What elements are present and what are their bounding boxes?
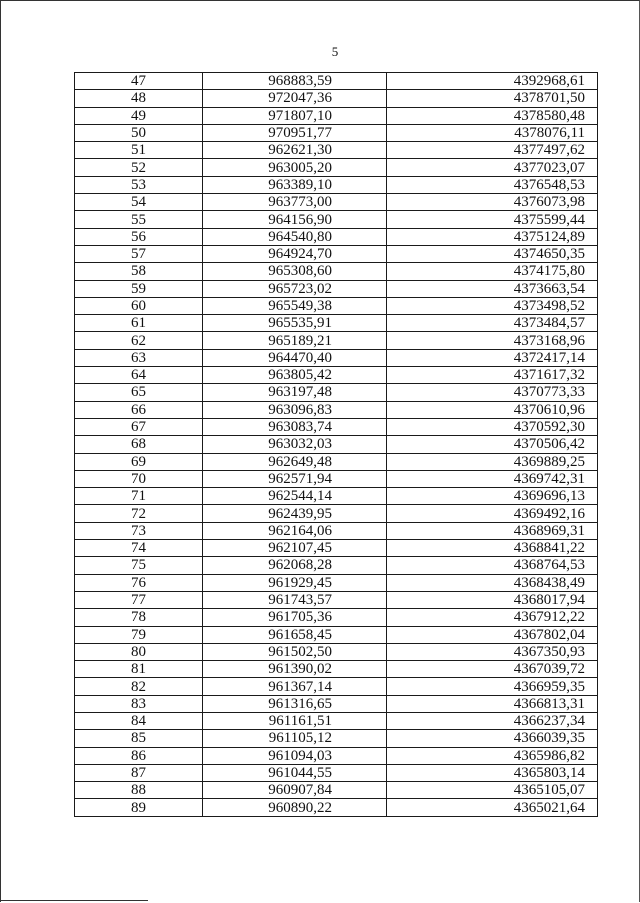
bottom-rule — [0, 900, 148, 901]
point-number-cell: 83 — [75, 695, 203, 712]
point-number-cell: 58 — [75, 263, 203, 280]
table-row — [75, 245, 598, 262]
x-coordinate-cell: 961094,03 — [203, 747, 387, 764]
y-coordinate-cell: 4369889,25 — [387, 453, 598, 470]
table-row — [75, 384, 598, 401]
x-coordinate-cell: 963389,10 — [203, 176, 387, 193]
y-coordinate-cell: 4369492,16 — [387, 505, 598, 522]
point-number-cell: 85 — [75, 730, 203, 747]
x-coordinate-cell: 962649,48 — [203, 453, 387, 470]
x-coordinate-cell: 963032,03 — [203, 436, 387, 453]
y-coordinate-cell: 4376548,53 — [387, 176, 598, 193]
x-coordinate-cell: 960907,84 — [203, 782, 387, 799]
point-number-cell: 69 — [75, 453, 203, 470]
x-coordinate-cell: 963005,20 — [203, 159, 387, 176]
table-row — [75, 695, 598, 712]
y-coordinate-cell: 4367802,04 — [387, 626, 598, 643]
x-coordinate-cell: 963805,42 — [203, 367, 387, 384]
x-coordinate-cell: 961390,02 — [203, 661, 387, 678]
table-row — [75, 228, 598, 245]
table-row — [75, 609, 598, 626]
point-number-cell: 71 — [75, 488, 203, 505]
x-coordinate-cell: 961705,36 — [203, 609, 387, 626]
point-number-cell: 86 — [75, 747, 203, 764]
x-coordinate-cell: 965308,60 — [203, 263, 387, 280]
point-number-cell: 87 — [75, 764, 203, 781]
y-coordinate-cell: 4374650,35 — [387, 245, 598, 262]
point-number-cell: 72 — [75, 505, 203, 522]
point-number-cell: 62 — [75, 332, 203, 349]
y-coordinate-cell: 4375599,44 — [387, 211, 598, 228]
table-row — [75, 315, 598, 332]
point-number-cell: 49 — [75, 107, 203, 124]
y-coordinate-cell: 4392968,61 — [387, 73, 598, 90]
point-number-cell: 74 — [75, 540, 203, 557]
point-number-cell: 67 — [75, 418, 203, 435]
table-row — [75, 799, 598, 816]
point-number-cell: 61 — [75, 315, 203, 332]
y-coordinate-cell: 4377023,07 — [387, 159, 598, 176]
x-coordinate-cell: 963083,74 — [203, 418, 387, 435]
table-row — [75, 107, 598, 124]
y-coordinate-cell: 4370592,30 — [387, 418, 598, 435]
table-row — [75, 505, 598, 522]
y-coordinate-cell: 4373663,54 — [387, 280, 598, 297]
y-coordinate-cell: 4368969,31 — [387, 522, 598, 539]
point-number-cell: 84 — [75, 712, 203, 729]
point-number-cell: 47 — [75, 73, 203, 90]
table-row — [75, 574, 598, 591]
coordinates-table-body — [75, 73, 598, 817]
y-coordinate-cell: 4366959,35 — [387, 678, 598, 695]
point-number-cell: 56 — [75, 228, 203, 245]
x-coordinate-cell: 962439,95 — [203, 505, 387, 522]
table-row — [75, 401, 598, 418]
table-row — [75, 453, 598, 470]
x-coordinate-cell: 962621,30 — [203, 142, 387, 159]
point-number-cell: 89 — [75, 799, 203, 816]
x-coordinate-cell: 971807,10 — [203, 107, 387, 124]
point-number-cell: 66 — [75, 401, 203, 418]
point-number-cell: 59 — [75, 280, 203, 297]
x-coordinate-cell: 968883,59 — [203, 73, 387, 90]
y-coordinate-cell: 4365105,07 — [387, 782, 598, 799]
y-coordinate-cell: 4378701,50 — [387, 90, 598, 107]
y-coordinate-cell: 4366237,34 — [387, 712, 598, 729]
table-row — [75, 367, 598, 384]
x-coordinate-cell: 970951,77 — [203, 124, 387, 141]
table-row — [75, 211, 598, 228]
table-row — [75, 730, 598, 747]
y-coordinate-cell: 4369696,13 — [387, 488, 598, 505]
x-coordinate-cell: 962107,45 — [203, 540, 387, 557]
point-number-cell: 65 — [75, 384, 203, 401]
x-coordinate-cell: 961161,51 — [203, 712, 387, 729]
x-coordinate-cell: 961044,55 — [203, 764, 387, 781]
x-coordinate-cell: 961743,57 — [203, 591, 387, 608]
table-row — [75, 280, 598, 297]
table-row — [75, 678, 598, 695]
y-coordinate-cell: 4372417,14 — [387, 349, 598, 366]
x-coordinate-cell: 963197,48 — [203, 384, 387, 401]
point-number-cell: 79 — [75, 626, 203, 643]
x-coordinate-cell: 963096,83 — [203, 401, 387, 418]
table-row — [75, 436, 598, 453]
table-row — [75, 661, 598, 678]
x-coordinate-cell: 962544,14 — [203, 488, 387, 505]
x-coordinate-cell: 963773,00 — [203, 194, 387, 211]
x-coordinate-cell: 961105,12 — [203, 730, 387, 747]
y-coordinate-cell: 4373498,52 — [387, 297, 598, 314]
table-row — [75, 626, 598, 643]
point-number-cell: 78 — [75, 609, 203, 626]
table-row — [75, 194, 598, 211]
page-number: 5 — [331, 44, 339, 59]
y-coordinate-cell: 4375124,89 — [387, 228, 598, 245]
point-number-cell: 53 — [75, 176, 203, 193]
y-coordinate-cell: 4367350,93 — [387, 643, 598, 660]
point-number-cell: 48 — [75, 90, 203, 107]
table-row — [75, 712, 598, 729]
y-coordinate-cell: 4368841,22 — [387, 540, 598, 557]
x-coordinate-cell: 964924,70 — [203, 245, 387, 262]
point-number-cell: 52 — [75, 159, 203, 176]
point-number-cell: 70 — [75, 470, 203, 487]
x-coordinate-cell: 964156,90 — [203, 211, 387, 228]
x-coordinate-cell: 962571,94 — [203, 470, 387, 487]
y-coordinate-cell: 4370506,42 — [387, 436, 598, 453]
point-number-cell: 88 — [75, 782, 203, 799]
x-coordinate-cell: 962068,28 — [203, 557, 387, 574]
y-coordinate-cell: 4373168,96 — [387, 332, 598, 349]
table-row — [75, 557, 598, 574]
point-number-cell: 54 — [75, 194, 203, 211]
point-number-cell: 75 — [75, 557, 203, 574]
table-row — [75, 470, 598, 487]
coordinates-table — [74, 72, 598, 817]
x-coordinate-cell: 965723,02 — [203, 280, 387, 297]
y-coordinate-cell: 4367912,22 — [387, 609, 598, 626]
table-row — [75, 159, 598, 176]
point-number-cell: 68 — [75, 436, 203, 453]
table-row — [75, 349, 598, 366]
point-number-cell: 50 — [75, 124, 203, 141]
point-number-cell: 77 — [75, 591, 203, 608]
x-coordinate-cell: 960890,22 — [203, 799, 387, 816]
point-number-cell: 73 — [75, 522, 203, 539]
table-row — [75, 124, 598, 141]
x-coordinate-cell: 965189,21 — [203, 332, 387, 349]
point-number-cell: 64 — [75, 367, 203, 384]
y-coordinate-cell: 4374175,80 — [387, 263, 598, 280]
x-coordinate-cell: 961502,50 — [203, 643, 387, 660]
point-number-cell: 60 — [75, 297, 203, 314]
y-coordinate-cell: 4368438,49 — [387, 574, 598, 591]
table-row — [75, 747, 598, 764]
table-row — [75, 591, 598, 608]
y-coordinate-cell: 4370610,96 — [387, 401, 598, 418]
point-number-cell: 76 — [75, 574, 203, 591]
point-number-cell: 57 — [75, 245, 203, 262]
table-row — [75, 176, 598, 193]
point-number-cell: 81 — [75, 661, 203, 678]
x-coordinate-cell: 961367,14 — [203, 678, 387, 695]
point-number-cell: 63 — [75, 349, 203, 366]
y-coordinate-cell: 4365803,14 — [387, 764, 598, 781]
y-coordinate-cell: 4371617,32 — [387, 367, 598, 384]
x-coordinate-cell: 961929,45 — [203, 574, 387, 591]
y-coordinate-cell: 4365986,82 — [387, 747, 598, 764]
point-number-cell: 82 — [75, 678, 203, 695]
table-row — [75, 540, 598, 557]
point-number-cell: 55 — [75, 211, 203, 228]
y-coordinate-cell: 4368764,53 — [387, 557, 598, 574]
table-row — [75, 488, 598, 505]
table-row — [75, 263, 598, 280]
y-coordinate-cell: 4378580,48 — [387, 107, 598, 124]
y-coordinate-cell: 4366039,35 — [387, 730, 598, 747]
x-coordinate-cell: 965549,38 — [203, 297, 387, 314]
table-row — [75, 73, 598, 90]
y-coordinate-cell: 4378076,11 — [387, 124, 598, 141]
table-row — [75, 142, 598, 159]
y-coordinate-cell: 4369742,31 — [387, 470, 598, 487]
y-coordinate-cell: 4370773,33 — [387, 384, 598, 401]
x-coordinate-cell: 965535,91 — [203, 315, 387, 332]
table-row — [75, 522, 598, 539]
x-coordinate-cell: 972047,36 — [203, 90, 387, 107]
table-row — [75, 418, 598, 435]
y-coordinate-cell: 4368017,94 — [387, 591, 598, 608]
table-row — [75, 764, 598, 781]
table-row — [75, 332, 598, 349]
table-row — [75, 643, 598, 660]
x-coordinate-cell: 961316,65 — [203, 695, 387, 712]
y-coordinate-cell: 4373484,57 — [387, 315, 598, 332]
y-coordinate-cell: 4367039,72 — [387, 661, 598, 678]
point-number-cell: 80 — [75, 643, 203, 660]
y-coordinate-cell: 4377497,62 — [387, 142, 598, 159]
x-coordinate-cell: 964470,40 — [203, 349, 387, 366]
table-row — [75, 90, 598, 107]
y-coordinate-cell: 4366813,31 — [387, 695, 598, 712]
x-coordinate-cell: 964540,80 — [203, 228, 387, 245]
y-coordinate-cell: 4376073,98 — [387, 194, 598, 211]
table-row — [75, 297, 598, 314]
point-number-cell: 51 — [75, 142, 203, 159]
y-coordinate-cell: 4365021,64 — [387, 799, 598, 816]
table-row — [75, 782, 598, 799]
x-coordinate-cell: 962164,06 — [203, 522, 387, 539]
x-coordinate-cell: 961658,45 — [203, 626, 387, 643]
